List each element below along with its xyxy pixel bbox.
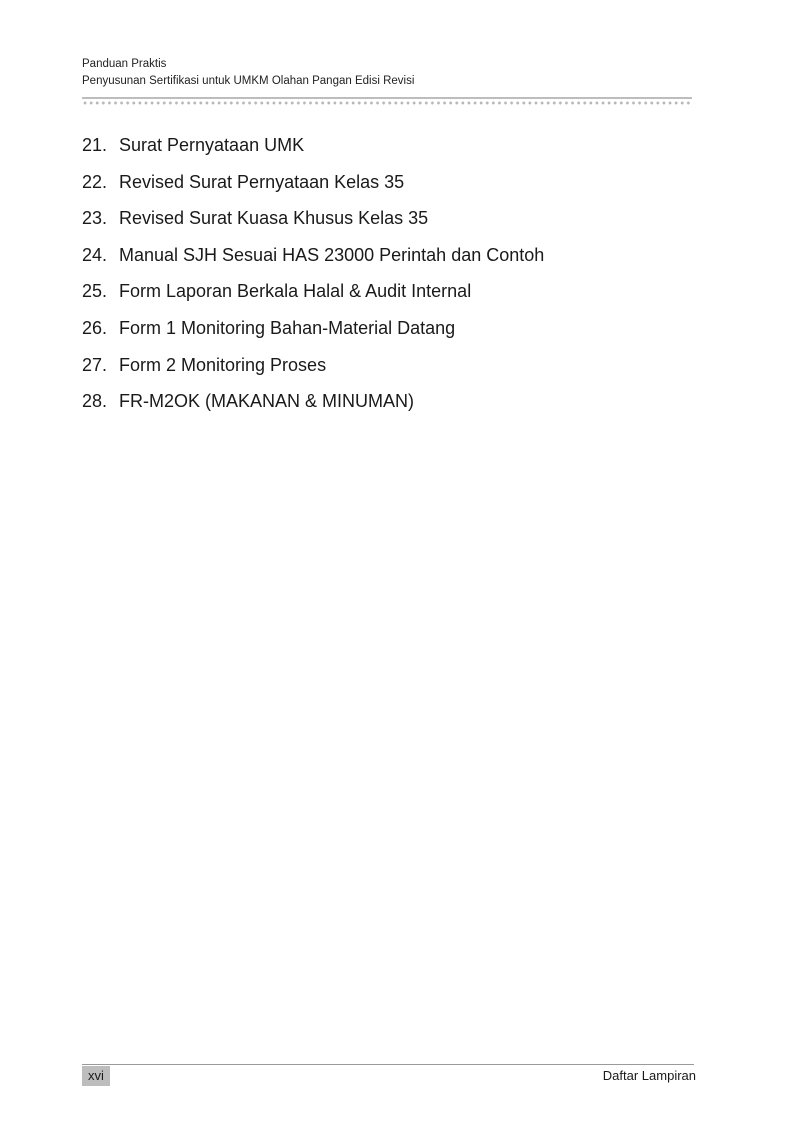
list-item-text: Revised Surat Kuasa Khusus Kelas 35 [119,208,429,229]
list-item [82,387,544,424]
footer-section-title: Daftar Lampiran [602,1068,696,1083]
list-item [82,241,544,278]
list-item [82,168,544,205]
header-book-title: Panduan Praktis [82,58,167,70]
list-item-number: 22. [82,171,108,192]
list-item-text: Form 1 Monitoring Bahan-Material Datang [119,317,456,338]
list-item [82,204,544,241]
footer-divider [82,1064,694,1065]
list-item-text: Revised Surat Pernyataan Kelas 35 [119,171,405,192]
appendix-list [82,131,544,424]
list-item-text: Form Laporan Berkala Halal & Audit Internal [119,281,472,302]
list-item [82,277,544,314]
header-book-subtitle: Penyusunan Sertifikasi untuk UMKM Olahan Pangan Edisi Revisi [82,75,415,87]
list-item [82,131,544,168]
list-item-text: Surat Pernyataan UMK [119,135,305,155]
page-header [82,56,694,90]
list-item [82,351,544,388]
list-item-number: 21. [82,135,108,155]
list-item-text: Manual SJH Sesuai HAS 23000 Perintah dan Contoh [119,244,545,265]
header-dotted-divider [82,101,692,105]
list-item-text: Form 2 Monitoring Proses [119,354,327,375]
list-item-number: 24. [82,244,108,265]
list-item-number: 26. [82,317,108,338]
list-item-number: 27. [82,354,108,375]
list-item-number: 23. [82,208,108,229]
list-item-text: FR-M2OK (MAKANAN & MINUMAN) [119,391,415,412]
page-number: xvi [82,1066,110,1086]
list-item-number: 25. [82,281,108,302]
header-divider [82,97,692,99]
list-item-number: 28. [82,391,108,412]
list-item [82,314,544,351]
